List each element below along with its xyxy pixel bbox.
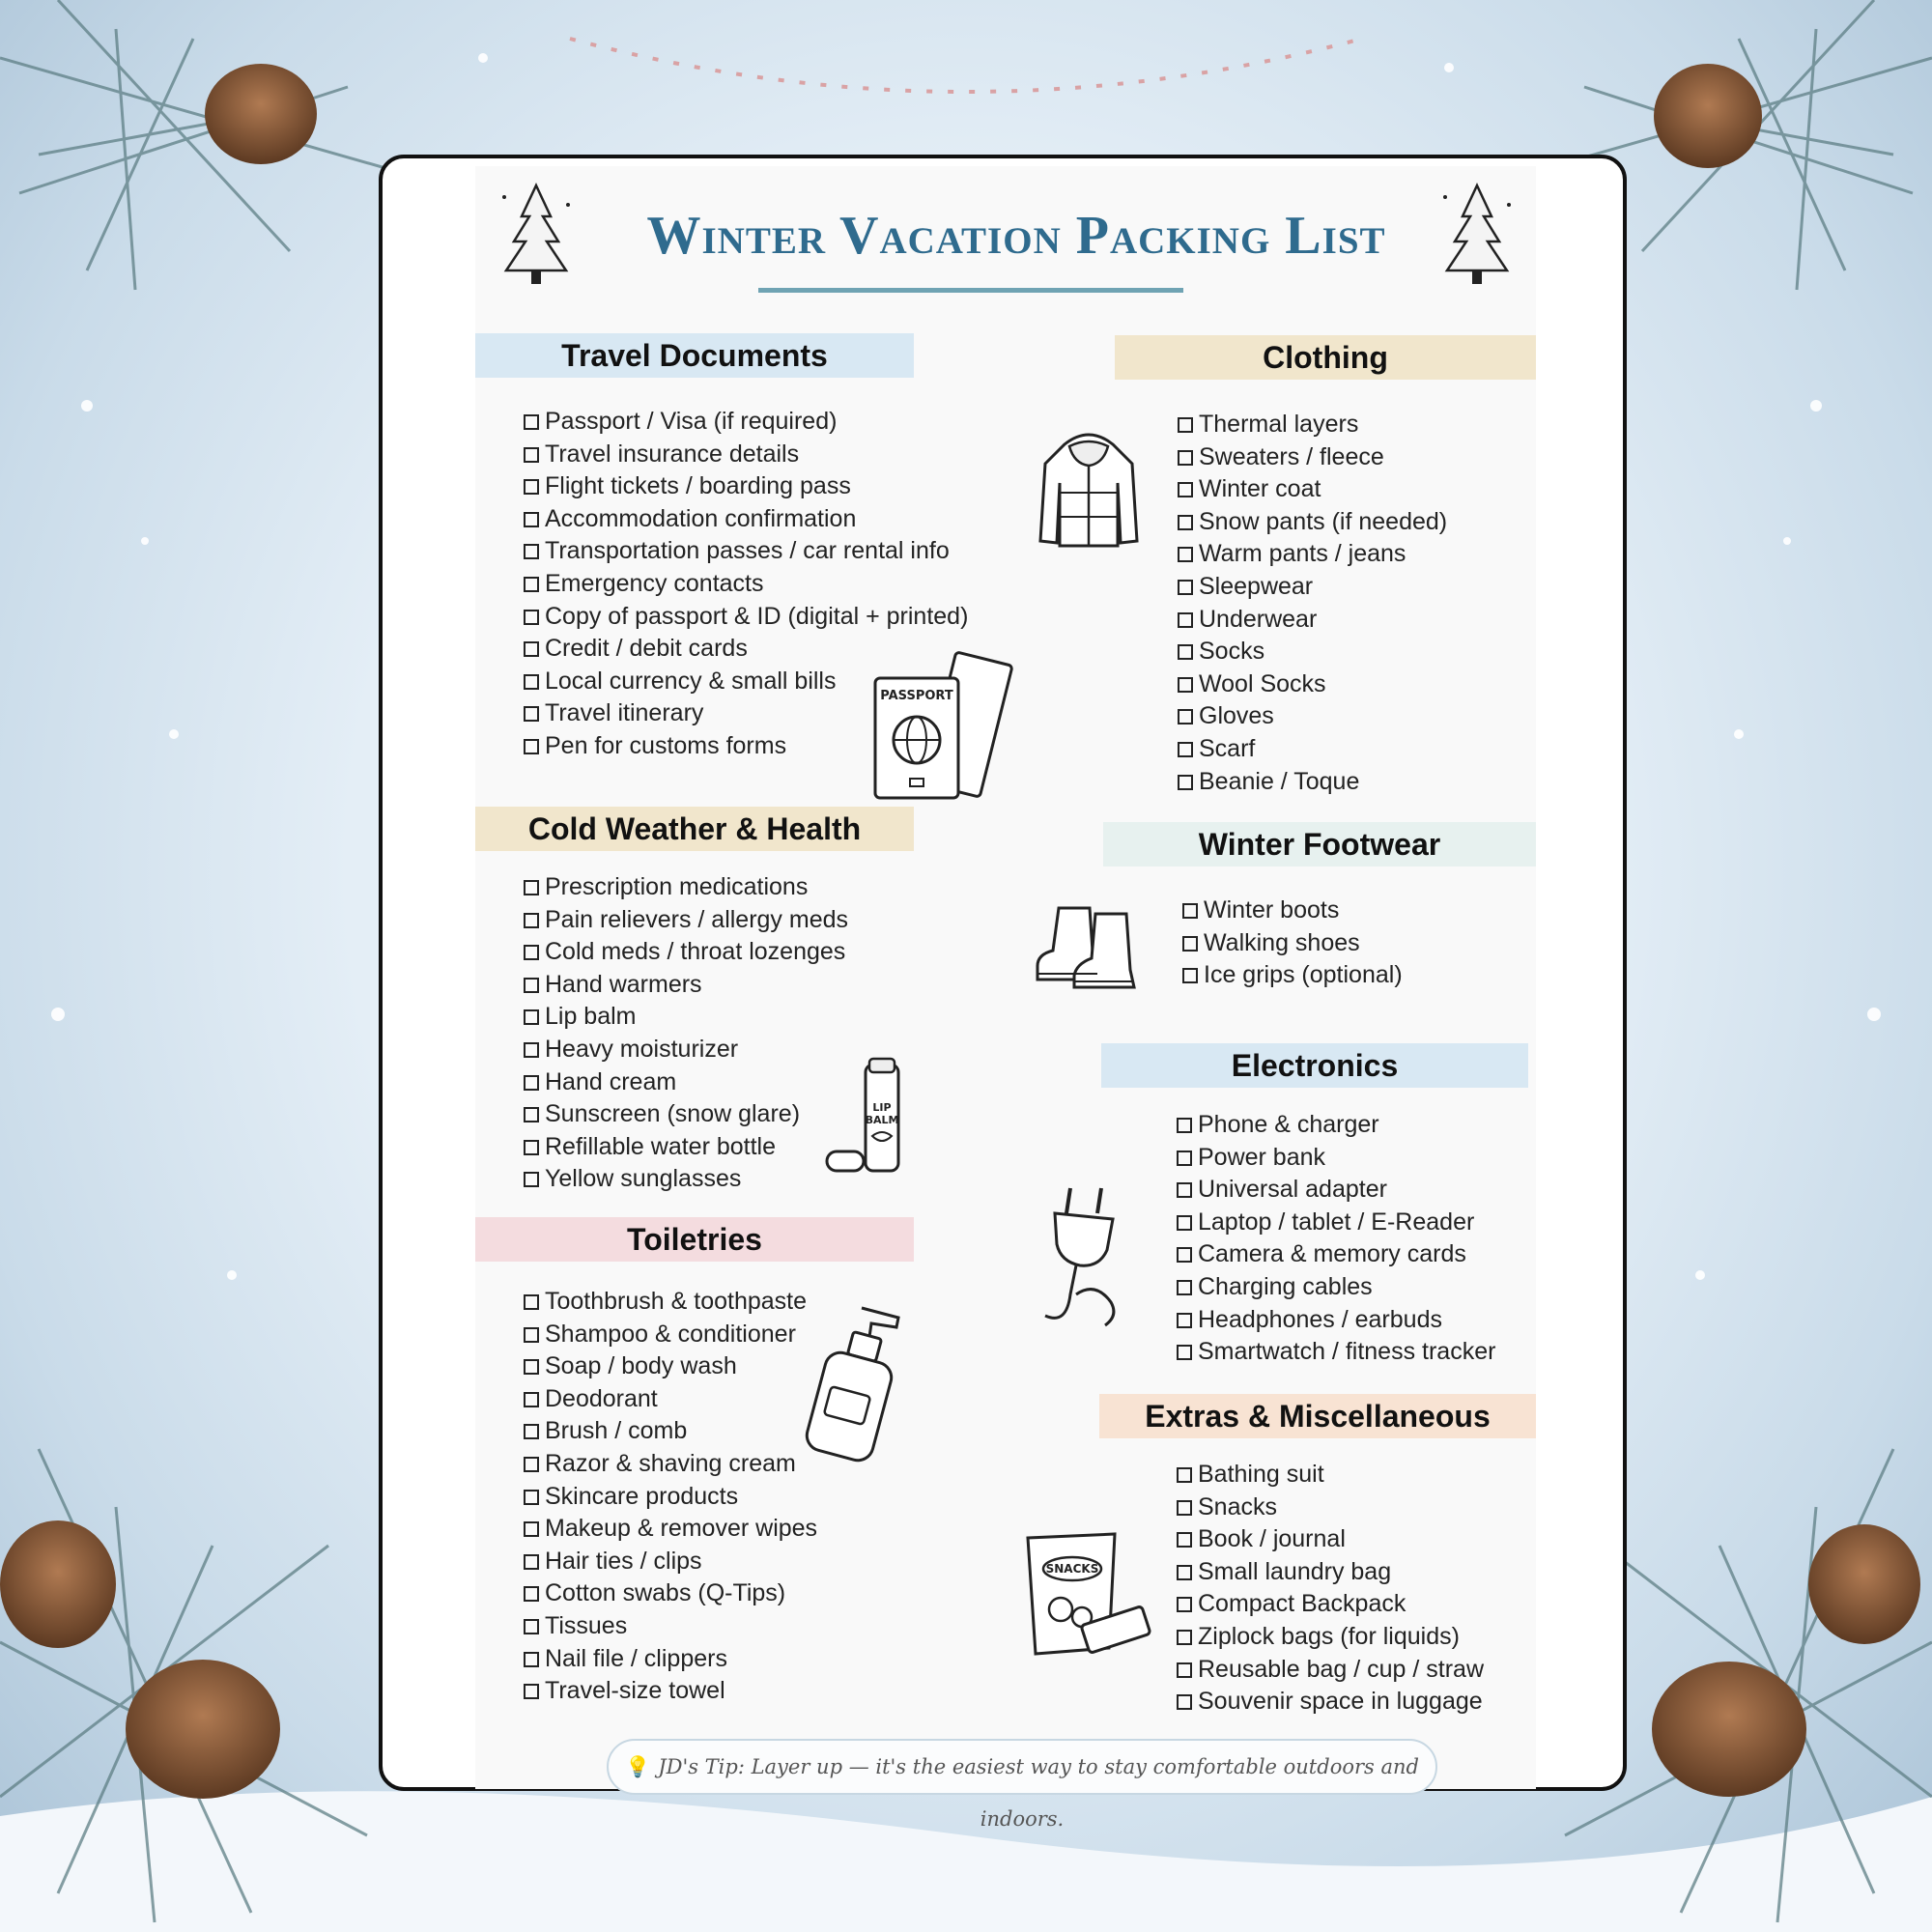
checkbox[interactable] [1177,1467,1192,1483]
checklist-item-label: Cotton swabs (Q-Tips) [545,1579,786,1607]
checklist-item-label: Hair ties / clips [545,1547,702,1575]
checklist-item [1178,733,1447,766]
checkbox[interactable] [1182,936,1198,952]
checklist-item-label: Camera & memory cards [1198,1240,1466,1268]
checklist-item [524,1577,817,1610]
jacket-icon [1036,425,1142,551]
garland [570,39,1362,92]
snacks-label: SNACKS [1045,1562,1099,1576]
checkbox[interactable] [524,610,539,625]
checklist-item [1177,1174,1495,1207]
checkbox[interactable] [1177,1565,1192,1580]
lightbulb-icon: 💡 [625,1755,651,1778]
checklist-item [1178,636,1447,668]
checklist-item-label: Soap / body wash [545,1352,737,1380]
checklist-item-label: Beanie / Toque [1199,767,1360,795]
section-header-clothing: Clothing [1115,335,1536,380]
checklist-item-label: Snacks [1198,1492,1277,1520]
checklist-item [524,936,848,969]
checklist-item-label: Emergency contacts [545,569,764,597]
lip-balm-label-line1: LIP [872,1101,892,1114]
checkbox[interactable] [524,1684,539,1699]
checklist-item-label: Wool Socks [1199,669,1326,697]
checklist-item [1177,1109,1495,1142]
checklist-item-label: Smartwatch / fitness tracker [1198,1338,1496,1366]
passport-icon [871,649,1009,804]
checkbox[interactable] [1177,1345,1192,1360]
checklist-item [1178,668,1447,701]
checklist-item-label: Small laundry bag [1198,1557,1392,1585]
section-header-travel-documents: Travel Documents [475,333,914,378]
checkbox[interactable] [524,1490,539,1505]
checklist-item-label: Accommodation confirmation [545,504,857,532]
pine-branch-top-left [0,0,406,290]
checkbox[interactable] [524,641,539,657]
checkbox[interactable] [1178,644,1193,660]
checklist-item [524,503,968,536]
checkbox[interactable] [524,447,539,463]
checkbox[interactable] [524,512,539,527]
checkbox[interactable] [524,913,539,928]
checklist-item-label: Snow pants (if needed) [1199,507,1448,535]
checklist-item-label: Refillable water bottle [545,1132,777,1160]
checkbox[interactable] [1177,1280,1192,1295]
checkbox[interactable] [524,739,539,754]
checklist-item-label: Power bank [1198,1143,1326,1171]
checkbox[interactable] [524,1042,539,1058]
checkbox[interactable] [524,1359,539,1375]
checklist-item-label: Flight tickets / boarding pass [545,472,851,500]
checklist-item [524,1098,848,1131]
checklist-item-label: Pain relievers / allergy meds [545,905,849,933]
checklist-item [524,1546,817,1578]
checkbox[interactable] [1182,903,1198,919]
checklist-item-label: Skincare products [545,1482,739,1510]
list-clothing [1178,409,1447,798]
checklist-item-label: Phone & charger [1198,1111,1379,1138]
checkbox[interactable] [1178,547,1193,562]
tip-banner [607,1739,1437,1831]
checkbox[interactable] [1177,1182,1192,1198]
checklist-item-label: Walking shoes [1204,928,1360,956]
checklist-item-label: Transportation passes / car rental info [545,537,950,565]
checklist-item-label: Souvenir space in luggage [1198,1688,1483,1716]
checklist-item [524,406,968,439]
boots-icon [1030,898,1155,995]
checklist-item-label: Local currency & small bills [545,667,837,695]
checklist-item-label: Hand cream [545,1067,677,1095]
checkbox[interactable] [524,1521,539,1537]
checklist-item-label: Cold meds / throat lozenges [545,938,846,966]
checkbox[interactable] [524,1140,539,1155]
snacks-icon [1022,1528,1157,1663]
checklist-item [524,871,848,904]
checklist-item [1177,1686,1484,1719]
page-title: Winter Vacation Packing List [646,206,1386,266]
checklist-item-label: Travel insurance details [545,440,800,468]
checklist-item [524,1513,817,1546]
checkbox[interactable] [1177,1118,1192,1133]
list-extras [1177,1459,1484,1719]
checklist-item-label: Headphones / earbuds [1198,1305,1442,1333]
list-cold-weather-health [524,871,848,1196]
checklist-item-label: Book / journal [1198,1525,1346,1553]
checklist-item [524,1286,817,1319]
checkbox[interactable] [1177,1247,1192,1263]
checkbox[interactable] [524,1075,539,1091]
checklist-item [1177,1523,1484,1556]
checkbox[interactable] [1177,1151,1192,1166]
checklist-item-label: Compact Backpack [1198,1590,1406,1618]
checkbox[interactable] [1178,775,1193,790]
checklist-item-label: Winter boots [1204,896,1340,923]
checklist-item [1182,927,1403,960]
checklist-item [524,439,968,471]
checklist-item [524,1643,817,1676]
checklist-item-label: Bathing suit [1198,1461,1324,1488]
checklist-item-label: Credit / debit cards [545,635,748,663]
checkbox[interactable] [1177,1313,1192,1328]
section-header-electronics: Electronics [1101,1043,1528,1088]
checkbox[interactable] [1178,709,1193,724]
checkbox[interactable] [524,1172,539,1187]
section-header-cold-weather-health: Cold Weather & Health [475,807,914,851]
lip-balm-label-line2: BALM [865,1114,899,1126]
checklist-item [524,568,968,601]
checkbox[interactable] [524,945,539,960]
checklist-item [1177,1238,1495,1271]
checklist-item [1178,766,1447,799]
checklist-item-label: Hand warmers [545,970,702,998]
packing-list-card [379,155,1627,1831]
checklist-item [524,470,968,503]
checkbox[interactable] [1182,968,1198,983]
checklist-item-label: Socks [1199,638,1265,666]
checkbox[interactable] [1177,1532,1192,1548]
checkbox[interactable] [524,1554,539,1570]
checklist-item [1177,1142,1495,1175]
checklist-item-label: Heavy moisturizer [545,1035,739,1063]
checklist-item [524,1675,817,1708]
checklist-item-label: Travel-size towel [545,1677,725,1705]
lotion-bottle-icon [794,1302,910,1466]
title-underline [758,288,1183,293]
checklist-item-label: Shampoo & conditioner [545,1320,796,1348]
checklist-item-label: Scarf [1199,734,1256,762]
checklist-item-label: Underwear [1199,605,1318,633]
checkbox[interactable] [524,414,539,430]
checklist-item [524,904,848,937]
checklist-item-label: Toothbrush & toothpaste [545,1288,808,1315]
checklist-item-label: Passport / Visa (if required) [545,408,838,435]
checklist-item [1178,538,1447,571]
checklist-item-label: Sweaters / fleece [1199,442,1384,470]
checkbox[interactable] [524,1424,539,1439]
checkbox[interactable] [524,978,539,993]
checkbox[interactable] [524,1652,539,1667]
packing-list-sheet [475,166,1536,1831]
checkbox[interactable] [524,1294,539,1310]
checklist-item [1178,473,1447,506]
checklist-item-label: Sleepwear [1199,572,1314,600]
checklist-item-label: Laptop / tablet / E-Reader [1198,1208,1475,1236]
checkbox[interactable] [524,1009,539,1025]
checklist-item-label: Ziplock bags (for liquids) [1198,1622,1460,1650]
checkbox[interactable] [524,1327,539,1343]
section-header-winter-footwear: Winter Footwear [1103,822,1536,867]
checklist-item [524,1131,848,1164]
checkbox[interactable] [524,1619,539,1634]
lip-balm-icon [819,1055,925,1180]
checklist-item-label: Ice grips (optional) [1204,961,1403,989]
checklist-item [1178,604,1447,637]
checklist-item [524,1481,817,1514]
checklist-item [524,535,968,568]
checklist-item [1177,1621,1484,1654]
tip-text: JD's Tip: Layer up — it's the easiest way to stay comfortable outdoors and indoors. [658,1755,1419,1831]
checklist-item [524,1448,817,1481]
checklist-item [1178,700,1447,733]
checkbox[interactable] [524,544,539,559]
checkbox[interactable] [1178,742,1193,757]
checklist-item-label: Tissues [545,1611,628,1639]
checklist-item-label: Sunscreen (snow glare) [545,1100,801,1128]
checklist-item-label: Reusable bag / cup / straw [1198,1655,1484,1683]
checklist-item [524,1066,848,1099]
checklist-item [1177,1459,1484,1492]
checklist-item-label: Travel itinerary [545,699,704,727]
checklist-item-label: Charging cables [1198,1272,1373,1300]
checklist-item-label: Pen for customs forms [545,731,787,759]
checkbox[interactable] [524,880,539,895]
list-electronics [1177,1109,1495,1369]
list-winter-footwear [1182,895,1403,992]
checklist-item-label: Deodorant [545,1384,658,1412]
checklist-item-label: Yellow sunglasses [545,1165,742,1193]
list-toiletries [524,1286,817,1708]
checkbox[interactable] [1178,417,1193,433]
checklist-item [1177,1336,1495,1369]
checkbox[interactable] [1178,677,1193,693]
checkbox[interactable] [1177,1500,1192,1516]
checklist-item [1182,895,1403,927]
checkbox[interactable] [1177,1630,1192,1645]
checklist-item [1177,1556,1484,1589]
checklist-item [1178,409,1447,441]
checklist-item [524,601,968,634]
checklist-item-label: Makeup & remover wipes [545,1515,818,1543]
checklist-item-label: Nail file / clippers [545,1644,727,1672]
checkbox[interactable] [1177,1694,1192,1710]
checklist-item [1177,1207,1495,1239]
checklist-item [1177,1588,1484,1621]
checkbox[interactable] [524,1392,539,1407]
plug-icon [1037,1180,1134,1335]
checklist-item-label: Prescription medications [545,873,809,900]
section-header-extras: Extras & Miscellaneous [1099,1394,1536,1438]
checkbox[interactable] [1178,612,1193,628]
checklist-item [524,1383,817,1416]
checklist-item-label: Thermal layers [1199,411,1359,438]
checkbox[interactable] [524,706,539,722]
checkbox[interactable] [1178,580,1193,595]
checklist-item [1178,506,1447,539]
checklist-item-label: Copy of passport & ID (digital + printed) [545,602,969,630]
checklist-item [524,1319,817,1351]
checklist-item-label: Winter coat [1199,475,1321,503]
checkbox[interactable] [1177,1662,1192,1678]
checkbox[interactable] [524,1586,539,1602]
checklist-item [1177,1492,1484,1524]
checklist-item-label: Razor & shaving cream [545,1449,796,1477]
checklist-item-label: Gloves [1199,702,1274,730]
checkbox[interactable] [1178,482,1193,497]
checklist-item-label: Universal adapter [1198,1176,1387,1204]
checkbox[interactable] [1177,1215,1192,1231]
checklist-item [1177,1304,1495,1337]
checklist-item [524,1350,817,1383]
checklist-item [1177,1654,1484,1687]
checkbox[interactable] [524,577,539,592]
checklist-item-label: Brush / comb [545,1417,688,1445]
checkbox[interactable] [1177,1597,1192,1612]
passport-label: PASSPORT [880,689,953,703]
checkbox[interactable] [524,674,539,690]
checkbox[interactable] [1178,515,1193,530]
checklist-item [1182,959,1403,992]
checklist-item [1178,571,1447,604]
checklist-item-label: Warm pants / jeans [1199,540,1406,568]
checklist-item [524,1415,817,1448]
checkbox[interactable] [1178,450,1193,466]
section-header-toiletries: Toiletries [475,1217,914,1262]
checklist-item [1177,1271,1495,1304]
checkbox[interactable] [524,1107,539,1122]
checkbox[interactable] [524,1457,539,1472]
checklist-item [524,1163,848,1196]
checklist-item [1178,441,1447,474]
checklist-item [524,1610,817,1643]
checklist-item [524,1001,848,1034]
checkbox[interactable] [524,479,539,495]
checklist-item [524,969,848,1002]
checklist-item-label: Lip balm [545,1003,637,1031]
checklist-item [524,1034,848,1066]
